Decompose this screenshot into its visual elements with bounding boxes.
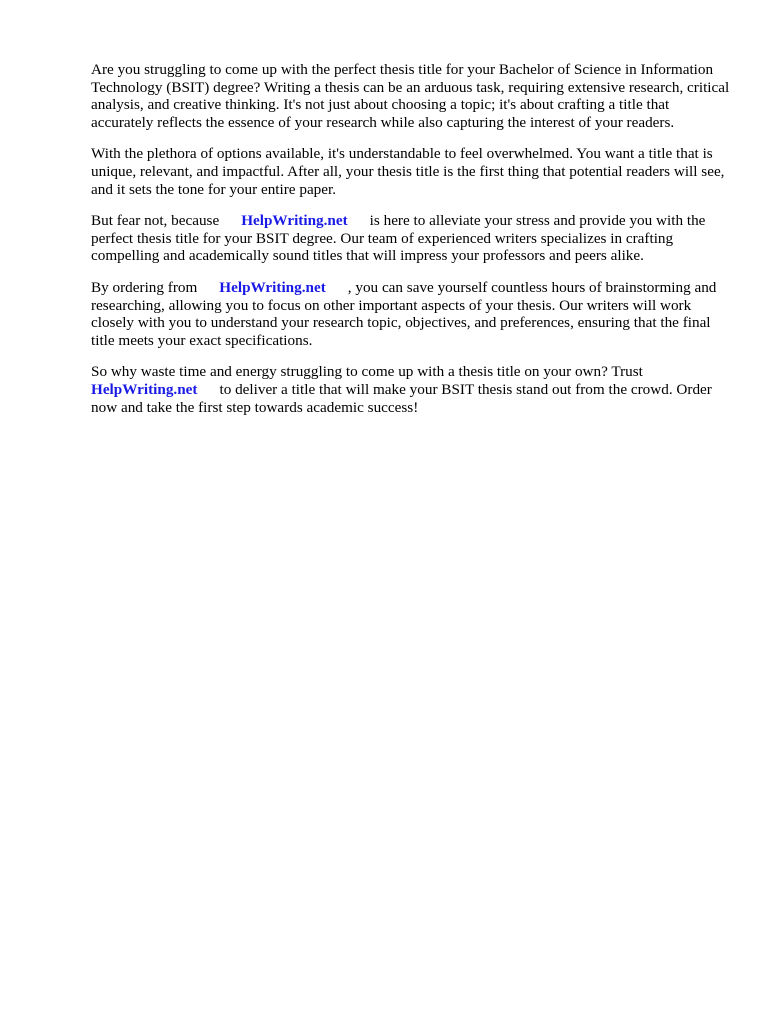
paragraph-text-before-link: But fear not, because	[91, 212, 220, 230]
paragraph-text: Are you struggling to come up with the perfect thesis title for your Bachelor of Science in Information Technology (BSIT) degree? Writing a thesis can be an arduous task, requiring extensive research, critical analysis, and creative thinking. It's not just about choosing a topic; it's about crafting a title that accurately reflects the essence of your research while also capturing the interest of your readers.	[91, 61, 730, 131]
document-body	[91, 61, 731, 430]
paragraph-text: With the plethora of options available, it's understandable to feel overwhelmed. You want a title that is unique, relevant, and impactful. After all, your thesis title is the first thing that potential readers will see, and it sets the tone for your entire paper.	[91, 145, 725, 198]
helpwriting-link[interactable]: HelpWriting.net	[219, 278, 326, 296]
paragraph-ordering	[91, 279, 731, 349]
helpwriting-link[interactable]: HelpWriting.net	[91, 380, 198, 398]
paragraph-text-after-link: , you can save yourself countless hours of brainstorming and researching, allowing you to focus on other important aspects of your thesis. Our writers will work closely with you to understand your research topic, objectives, and preferences, ensuring that the final title meets your exact specifications.	[91, 278, 717, 349]
paragraph-text-before-link: So why waste time and energy struggling to come up with a thesis title on your own? Trust	[91, 363, 643, 381]
paragraph-fear-not	[91, 212, 731, 265]
paragraph-text-after-link: to deliver a title that will make your BSIT thesis stand out from the crowd. Order now and take the first step towards academic success!	[91, 380, 712, 416]
paragraph-overwhelmed	[91, 145, 731, 198]
paragraph-text-before-link: By ordering from	[91, 278, 198, 296]
paragraph-closing	[91, 363, 731, 416]
paragraph-text-after-link: is here to alleviate your stress and provide you with the perfect thesis title for your BSIT degree. Our team of experienced writers specializes in crafting compelling and academically sound titles that will impress your professors and peers alike.	[91, 212, 706, 265]
paragraph-intro	[91, 61, 731, 131]
helpwriting-link[interactable]: HelpWriting.net	[241, 212, 348, 230]
